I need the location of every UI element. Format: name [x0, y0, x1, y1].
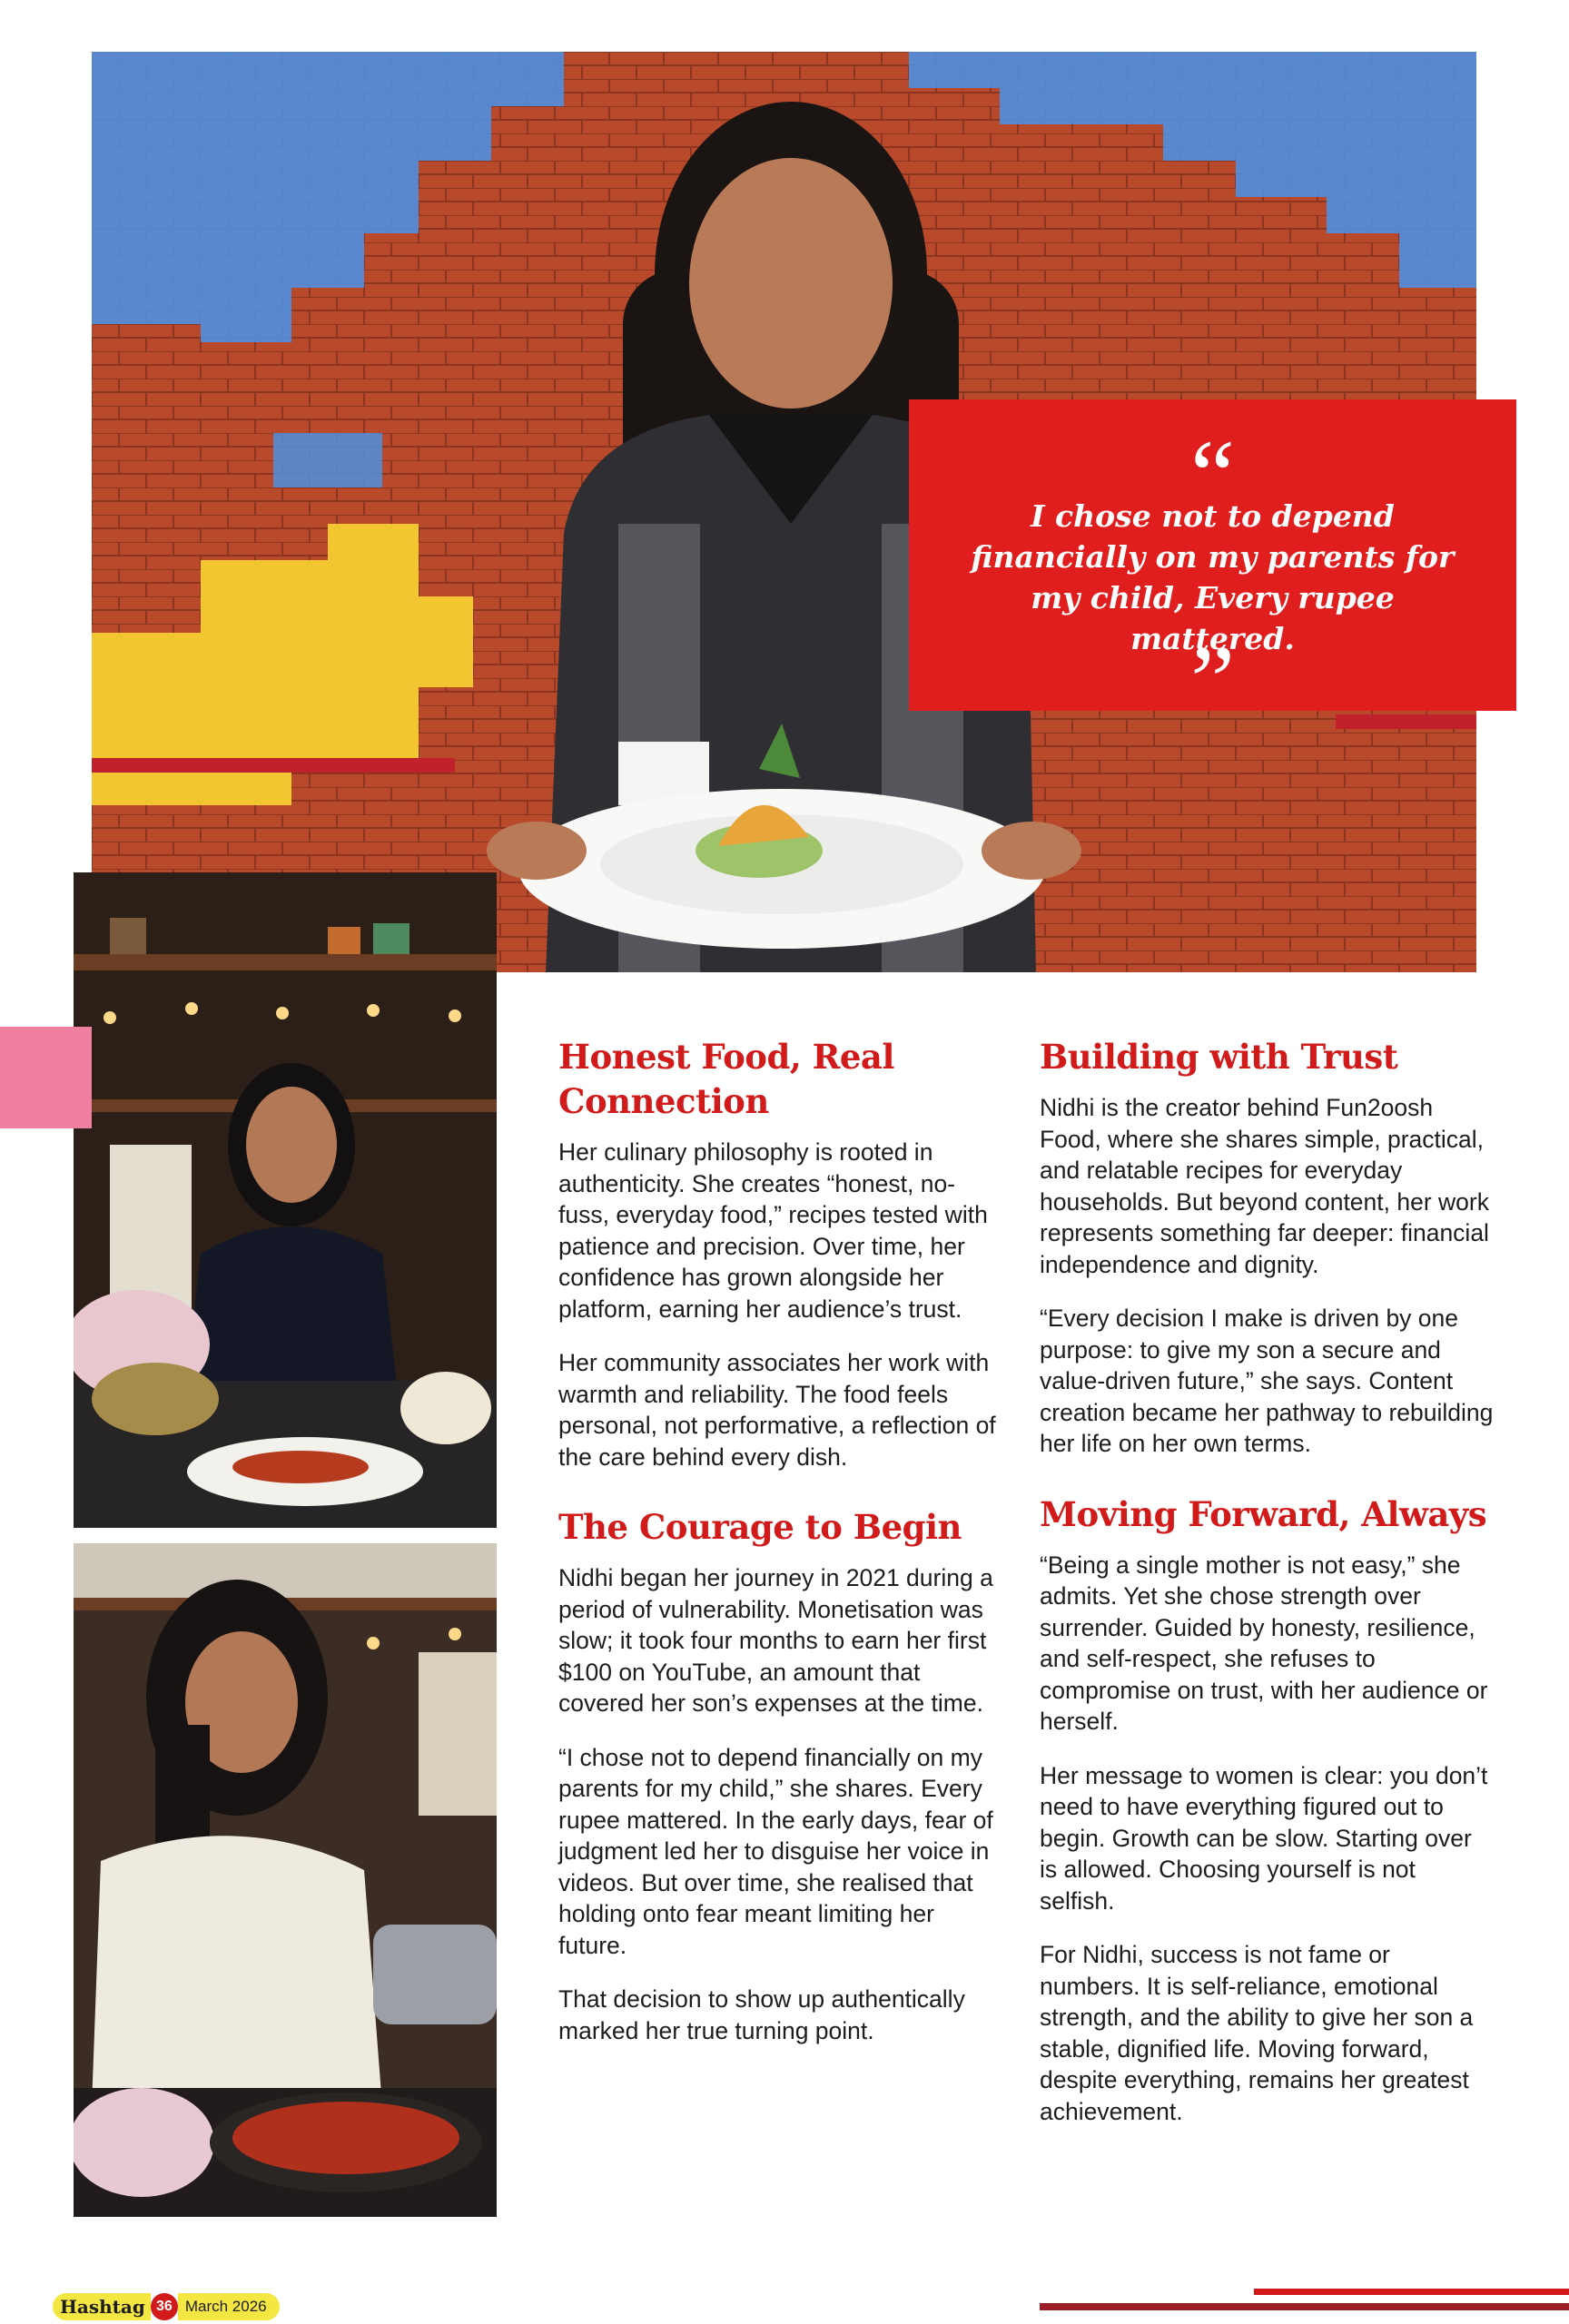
pull-quote-box: [909, 399, 1516, 736]
pink-edge-tab: [0, 1027, 92, 1128]
pull-quote-text: I chose not to depend financially on my parents for my child, Every rupee mattered.: [971, 498, 1455, 656]
paragraph: Nidhi is the creator behind Fun2oosh Food, where she shares simple, practical, and relatable recipes for everyday households. But beyond content, her work represents something far deeper: financial independence and dignity.: [1040, 1094, 1489, 1278]
section-heading: Moving Forward, Always: [1040, 1493, 1487, 1534]
paragraph: Her message to women is clear: you don’t need to have everything figured out to begin. Growth can be slow. Starting over is allowed. Choosing yourself is not selfish.: [1040, 1761, 1488, 1915]
paragraph: “Every decision I make is driven by one purpose: to give my son a secure and value-driven future,” she says. Content creation became her pathway to rebuilding her life on her own terms.: [1040, 1305, 1494, 1457]
section-courage-to-begin: [558, 1505, 996, 2046]
section-honest-food: [558, 1035, 996, 1472]
quote-open-mark: “: [1190, 419, 1235, 530]
paragraph: Her community associates her work with warmth and reliability. The food feels personal, not performative, a reflection of the care behind every dish.: [558, 1349, 996, 1471]
paragraph: For Nidhi, success is not fame or numbers. It is self-reliance, emotional strength, and the ability to give her son a stable, dignified life. Moving forward, despite everything, remains her greatest achievement.: [1040, 1941, 1474, 2125]
side-photo-cooking: [74, 1543, 497, 2217]
side-photo-kitchen-illustration: [74, 872, 497, 1528]
article-column-right: [1040, 1035, 1494, 2160]
article-column-left: [558, 1035, 996, 2079]
footer-rule-thick: [1040, 2303, 1569, 2310]
footer-rule-thin: [1254, 2289, 1569, 2295]
paragraph: “I chose not to depend financially on my parents for my child,” she shares. Every rupee mattered. In the early days, fear of judgment led her to disguise her voice in videos. But over time, she realised that holding onto fear meant limiting her future.: [558, 1743, 993, 1959]
side-photo-kitchen: [74, 872, 497, 1528]
quote-close-mark: ”: [1190, 625, 1235, 736]
paragraph: “Being a single mother is not easy,” she admits. Yet she chose strength over surrender. Guided by honesty, resilience, and self-respect, she refuses to compromise on trust, with her audience or herself.: [1040, 1551, 1488, 1735]
section-moving-forward: [1040, 1492, 1494, 2128]
section-heading: Building with Trust: [1040, 1037, 1398, 1077]
section-heading: Honest Food, Real Connection: [558, 1037, 894, 1121]
brand-logo: Hashtag: [53, 2293, 151, 2320]
issue-date: March 2026: [178, 2293, 280, 2320]
page-number: 36: [151, 2293, 178, 2320]
paragraph: Nidhi began her journey in 2021 during a period of vulnerability. Monetisation was slow; it took four months to earn her first $100 on YouTube, an amount that covered her son’s expenses at the time.: [558, 1564, 993, 1717]
side-photo-cooking-illustration: [74, 1543, 497, 2217]
page-footer: [53, 2291, 280, 2322]
paragraph: That decision to show up authentically marked her true turning point.: [558, 1985, 965, 2044]
paragraph: Her culinary philosophy is rooted in authenticity. She creates “honest, no-fuss, everyday food,” recipes tested with patience and precision. Over time, her confidence has grown alongside her platform, earning her audience’s trust.: [558, 1138, 988, 1323]
section-building-trust: [1040, 1035, 1494, 1460]
section-heading: The Courage to Begin: [558, 1507, 962, 1547]
